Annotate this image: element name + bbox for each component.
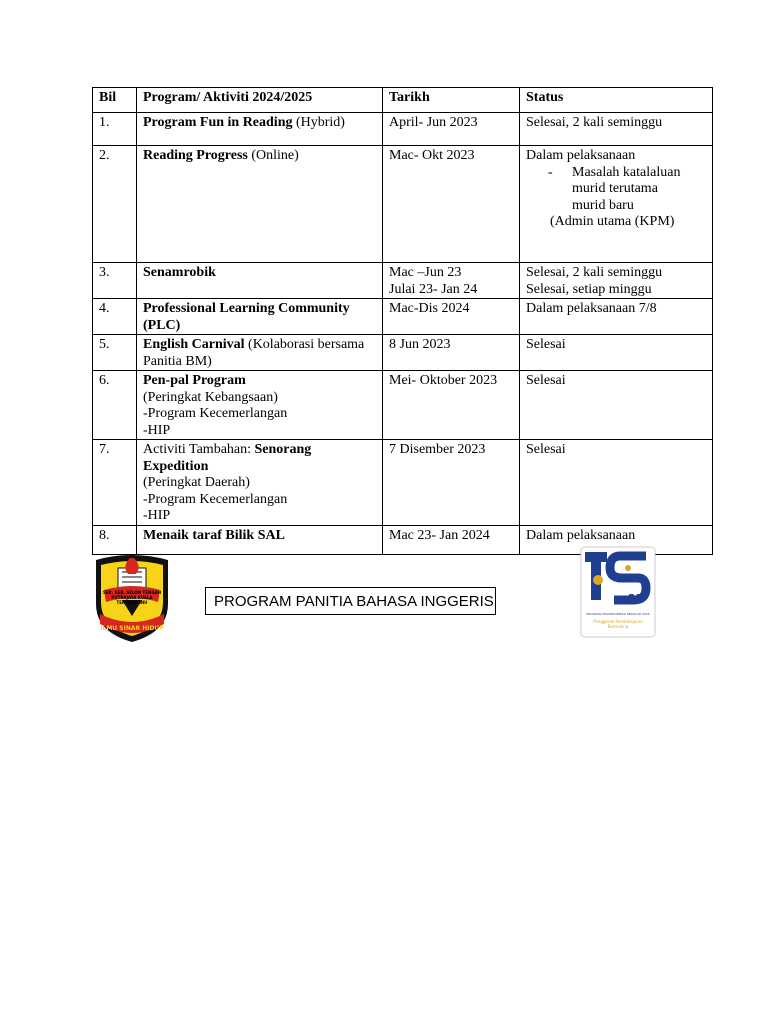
program-cell bbox=[137, 299, 383, 335]
row-number: 8. bbox=[93, 525, 137, 554]
ts25-number: 25 bbox=[628, 592, 644, 605]
row-number: 2. bbox=[93, 146, 137, 263]
header-tarikh: Tarikh bbox=[383, 88, 520, 113]
status-cell: Selesai bbox=[520, 440, 713, 526]
header-program: Program/ Aktiviti 2024/2025 bbox=[137, 88, 383, 113]
date-cell: Mac-Dis 2024 bbox=[383, 299, 520, 335]
date-cell: Mac 23- Jan 2024 bbox=[383, 525, 520, 554]
program-name: Senorang Expedition bbox=[143, 442, 312, 474]
status-cell bbox=[520, 146, 713, 263]
date-cell: Mac- Okt 2023 bbox=[383, 146, 520, 263]
table-row bbox=[93, 299, 713, 335]
program-name: Pen-pal Program bbox=[143, 373, 246, 388]
note-line: murid terutama bbox=[572, 181, 658, 196]
program-name: Senamrobik bbox=[143, 265, 216, 280]
note-line: Masalah katalaluan bbox=[572, 164, 681, 180]
crest-motto: ILMU SINAR HIDUP bbox=[100, 625, 164, 632]
table-row bbox=[93, 263, 713, 299]
program-detail: -HIP bbox=[143, 508, 171, 523]
table-row bbox=[93, 146, 713, 263]
program-detail: -HIP bbox=[143, 422, 171, 438]
ts25-subcaption: Penggerak Pembelajaran Bermakna bbox=[593, 619, 643, 629]
header-status: Status bbox=[520, 88, 713, 113]
program-cell bbox=[137, 525, 383, 554]
row-number: 3. bbox=[93, 263, 137, 299]
date-line: Julai 23- Jan 24 bbox=[389, 281, 478, 297]
status-text: Dalam pelaksanaan bbox=[526, 148, 636, 163]
program-mode: (Hybrid) bbox=[292, 115, 345, 130]
table-row bbox=[93, 335, 713, 371]
program-name: Professional Learning Community (PLC) bbox=[143, 301, 350, 333]
status-line: Selesai, 2 kali seminggu bbox=[526, 265, 663, 280]
table-row bbox=[93, 371, 713, 440]
table-row bbox=[93, 440, 713, 526]
date-line: Mac –Jun 23 bbox=[389, 265, 462, 280]
program-detail: (Peringkat Daerah) bbox=[143, 475, 250, 490]
program-name: Reading Progress bbox=[143, 148, 248, 163]
note-line: murid baru bbox=[572, 197, 634, 213]
row-number: 5. bbox=[93, 335, 137, 371]
program-mode: (Kolaborasi bersama Panitia BM) bbox=[143, 337, 365, 369]
row-number: 1. bbox=[93, 113, 137, 146]
program-cell bbox=[137, 113, 383, 146]
status-cell: Dalam pelaksanaan 7/8 bbox=[520, 299, 713, 335]
program-cell bbox=[137, 371, 383, 440]
date-cell: April- Jun 2023 bbox=[383, 113, 520, 146]
ts25-caption: PROGRAM TRANSFORMASI SEKOLAH 2025 bbox=[586, 612, 650, 616]
header-bil: Bil bbox=[93, 88, 137, 113]
bullet-dash: - bbox=[548, 164, 553, 180]
program-title bbox=[143, 442, 376, 475]
status-cell: Selesai bbox=[520, 335, 713, 371]
date-cell bbox=[383, 263, 520, 299]
program-prefix: Activiti Tambahan: bbox=[143, 442, 255, 457]
date-cell: 8 Jun 2023 bbox=[383, 335, 520, 371]
program-cell bbox=[137, 146, 383, 263]
program-name: English Carnival bbox=[143, 337, 245, 352]
program-mode: (Online) bbox=[247, 148, 299, 163]
program-name: Program Fun in Reading bbox=[143, 115, 293, 130]
program-name: Menaik taraf Bilik SAL bbox=[143, 527, 285, 543]
status-cell bbox=[520, 263, 713, 299]
program-cell bbox=[137, 263, 383, 299]
program-detail: -Program Kecemerlangan bbox=[143, 491, 288, 507]
table-header-row bbox=[93, 88, 713, 113]
status-cell: Dalam pelaksanaan bbox=[520, 525, 713, 554]
status-cell: Selesai, 2 kali seminggu bbox=[520, 113, 713, 146]
crest-banner-text: SEK. KEB. SELON TENGAH PUTRAJAYA KUALA TERENGGANU bbox=[102, 590, 162, 605]
program-detail: -Program Kecemerlangan bbox=[143, 406, 288, 421]
program-cell bbox=[137, 335, 383, 371]
date-cell: 7 Disember 2023 bbox=[383, 440, 520, 526]
page-title: PROGRAM PANITIA BAHASA INGGERIS bbox=[205, 587, 496, 615]
status-line: Selesai, setiap minggu bbox=[526, 281, 652, 297]
status-note bbox=[526, 165, 706, 182]
row-number: 7. bbox=[93, 440, 137, 526]
program-detail: (Peringkat Kebangsaan) bbox=[143, 389, 278, 405]
admin-note: (Admin utama (KPM) bbox=[550, 214, 675, 229]
row-number: 4. bbox=[93, 299, 137, 335]
program-table bbox=[92, 87, 713, 555]
row-number: 6. bbox=[93, 371, 137, 440]
table-row bbox=[93, 113, 713, 146]
status-cell: Selesai bbox=[520, 371, 713, 440]
date-cell: Mei- Oktober 2023 bbox=[383, 371, 520, 440]
program-cell bbox=[137, 440, 383, 526]
